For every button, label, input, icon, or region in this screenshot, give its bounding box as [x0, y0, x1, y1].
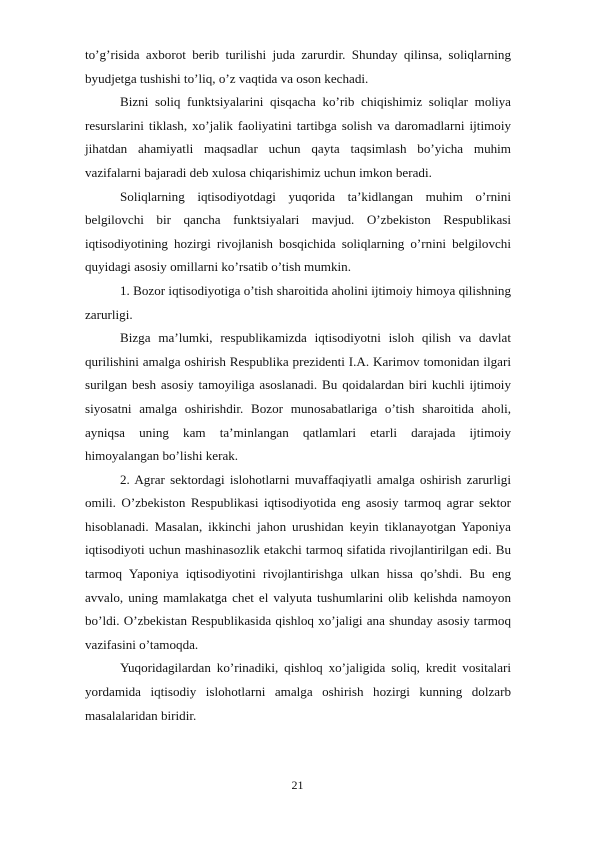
paragraph-numbered-1: 1. Bozor iqtisodiyotiga o’tish sharoitida aholini ijtimoiy himoya qilishning zarurligi. — [85, 282, 511, 322]
page-number: 21 — [291, 778, 304, 792]
paragraph: Bizga ma’lumki, respublikamizda iqtisodiyotni isloh qilish va davlat qurilishini amalga oshirish Respublika prezidenti I.A. Karimov tomonidan ilgari surilgan besh asosiy tamoyiliga asoslanadi. Bu qoidalardan biri kuchli ijtimoiy siyosatni amalga oshirishdir. Bozor munosabatlariga o’tish sharoitida aholi, ayniqsa uning kam ta’minlangan qatlamlari etarli darajada ijtimoiy himoyalangan bo’lishi kerak. — [85, 330, 511, 464]
paragraph: Bizni soliq funktsiyalarini qisqacha ko’rib chiqishimiz soliqlar moliya resurslarini tiklash, xo’jalik faoliyatini tartibga solish va daromadlarni ijtimoiy jihatdan ahamiyatli maqsadlar uchun qayta taqsimlash bo’yicha muhim vazifalarni bajaradi deb xulosa chiqarishimiz uchun imkon beradi. — [85, 94, 511, 180]
paragraph-numbered-2: 2. Agrar sektordagi islohotlarni muvaffaqiyatli amalga oshirish zarurligi omili. O’zbekiston Respublikasi iqtisodiyotida eng asosiy tarmoq agrar sektor hisoblanadi. Masalan, ikkinchi jahon urushidan keyin tiklanayotgan Yaponiya iqtisodiyoti uchun mashinasozlik etakchi tarmoq sifatida rivojlantirilgan edi. Bu tarmoq Yaponiya iqtisodiyotini rivojlantirishga ulkan hissa qo’shdi. Bu eng avvalo, uning mamlakatga chet el valyuta tushumlarini olib kelishda namoyon bo’ldi. O’zbekistan Respublikasida qishloq xo’jaligi ana shunday asosiy tarmoq vazifasini o’tamoqda. — [85, 471, 511, 652]
paragraph-continuation: to’g’risida axborot berib turilishi juda zarurdir. Shunday qilinsa, soliqlarning byudjetga tushishi to’liq, o’z vaqtida va oson kechadi. — [85, 47, 511, 86]
paragraph: Soliqlarning iqtisodiyotdagi yuqorida ta’kidlangan muhim o’rnini belgilovchi bir qancha funktsiyalari mavjud. O’zbekiston Respublikasi iqtisodiyotining hozirgi rivojlanish bosqichida soliqlarning o’rnini belgilovchi quyidagi asosiy omillarni ko’rsatib o’tish mumkin. — [85, 188, 511, 275]
paragraph: Yuqoridagilardan ko’rinadiki, qishloq xo’jaligida soliq, kredit vositalari yordamida iqtisodiy islohotlarni amalga oshirish hozirgi kunning dolzarb masalalaridan biridir. — [85, 660, 511, 723]
document-body — [85, 43, 511, 727]
